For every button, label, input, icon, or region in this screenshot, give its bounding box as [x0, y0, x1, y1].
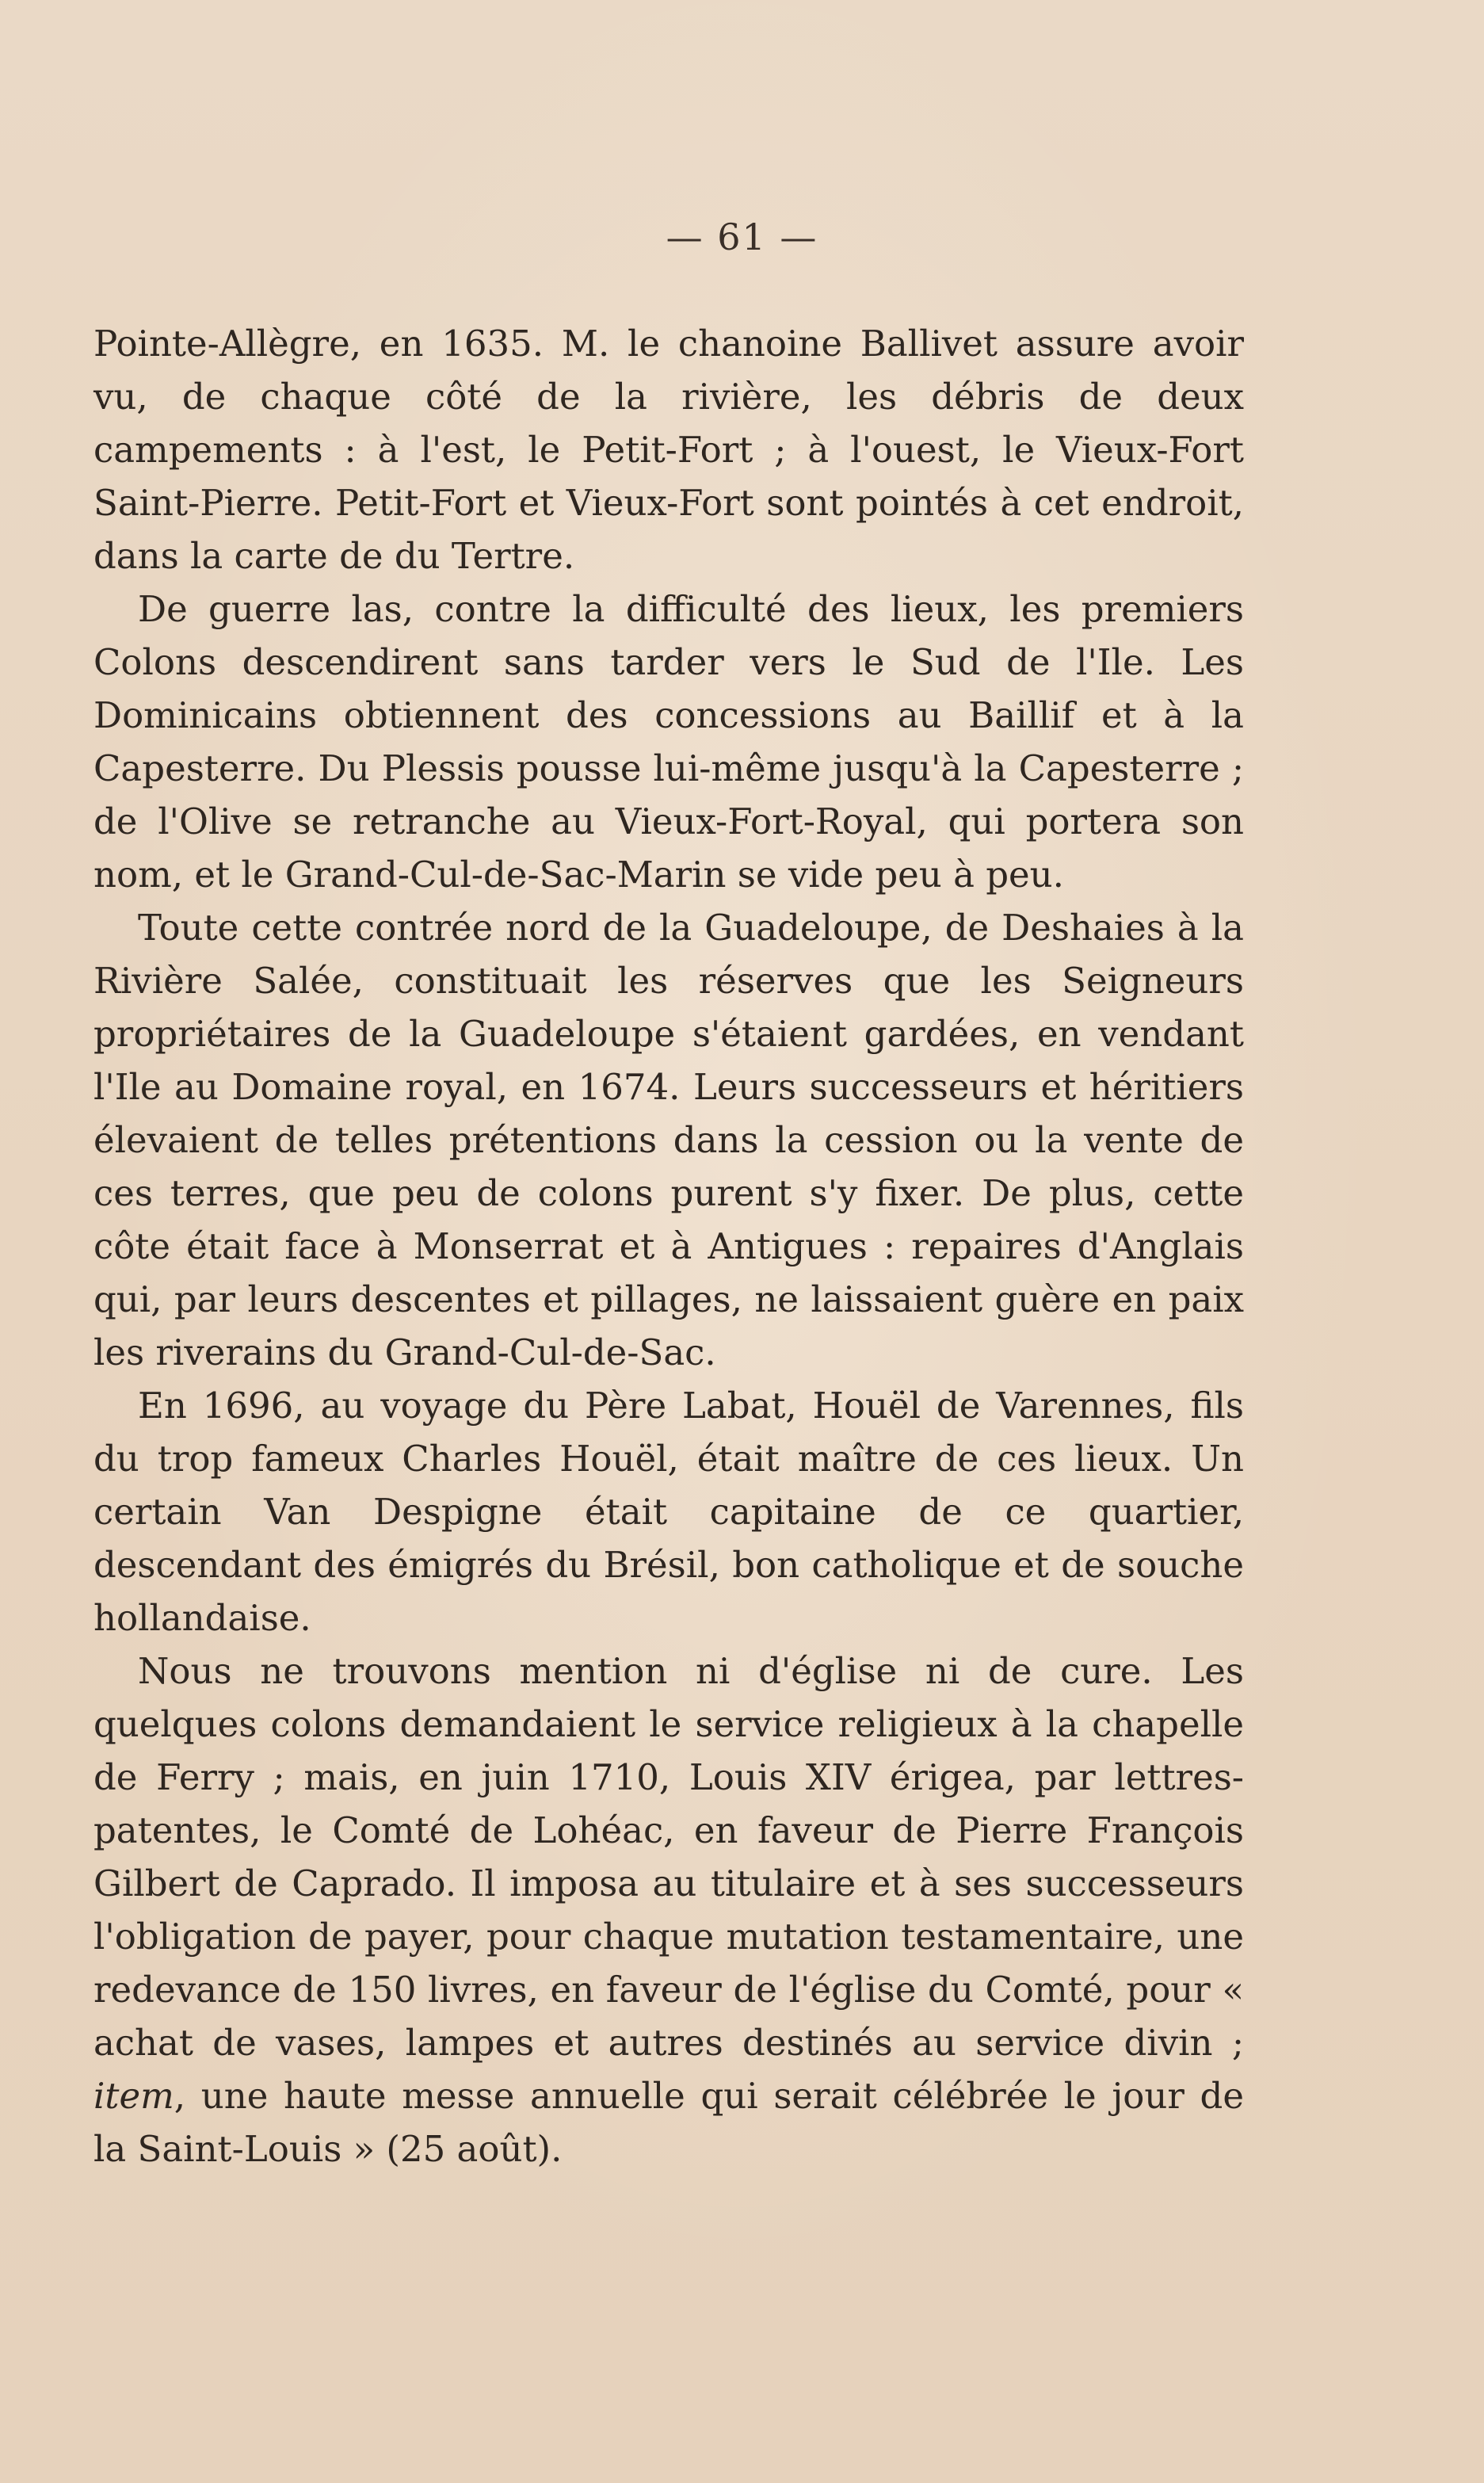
body-text — [93, 317, 1244, 2175]
paragraph-4: En 1696, au voyage du Père Labat, Houël de Varennes, fils du trop fameux Charles Houël, était maître de ces lieux. Un certain Van Despigne était capitaine de ce quartier, descendant des émigrés du Brésil, bon catholique et de souche hollandaise. — [93, 1385, 1244, 1639]
paragraph-3: Toute cette contrée nord de la Guadeloupe, de Deshaies à la Rivière Salée, constituait les réserves que les Seigneurs propriétaires de la Guadeloupe s'étaient gardées, en vendant l'Ile au Domaine royal, en 1674. Leurs successeurs et héritiers élevaient de telles prétentions dans la cession ou la vente de ces terres, que peu de colons purent s'y fixer. De plus, cette côte était face à Monserrat et à Antigues : repaires d'Anglais qui, par leurs descentes et pillages, ne laissaient guère en paix les riverains du Grand-Cul-de-Sac. — [93, 907, 1244, 1373]
paragraph-5 — [93, 1645, 1244, 2175]
paragraph-5-text-start: Nous ne trouvons mention ni d'église ni de cure. Les quelques colons demandaient le service religieux à la chapelle de Ferry ; mais, en juin 1710, Louis XIV érigea, par lettres-patentes, le Comté de Lohéac, en faveur de Pierre François Gilbert de Caprado. Il imposa au titulaire et à ses successeurs l'obligation de payer, pour chaque mutation testamentaire, une redevance de 150 livres, en faveur de l'église du Comté, pour « achat de vases, lampes et autres destinés au service divin ; — [93, 1650, 1244, 2064]
paragraph-1: Pointe-Allègre, en 1635. M. le chanoine Ballivet assure avoir vu, de chaque côté de la rivière, les débris de deux campements : à l'est, le Petit-Fort ; à l'ouest, le Vieux-Fort Saint-Pierre. Petit-Fort et Vieux-Fort sont pointés à cet endroit, dans la carte de du Tertre. — [93, 323, 1244, 577]
paragraph-5-italic-word: item — [93, 2075, 174, 2117]
paragraph-5-text-end: , une haute messe annuelle qui serait célébrée le jour de la Saint-Louis » (25 août). — [93, 2075, 1244, 2170]
page-number: — 61 — — [666, 216, 818, 258]
paragraph-2: De guerre las, contre la difficulté des lieux, les premiers Colons descendirent sans tarder vers le Sud de l'Ile. Les Dominicains obtiennent des concessions au Baillif et à la Capesterre. Du Plessis pousse lui-même jusqu'à la Capesterre ; de l'Olive se retranche au Vieux-Fort-Royal, qui portera son nom, et le Grand-Cul-de-Sac-Marin se vide peu à peu. — [93, 588, 1244, 896]
